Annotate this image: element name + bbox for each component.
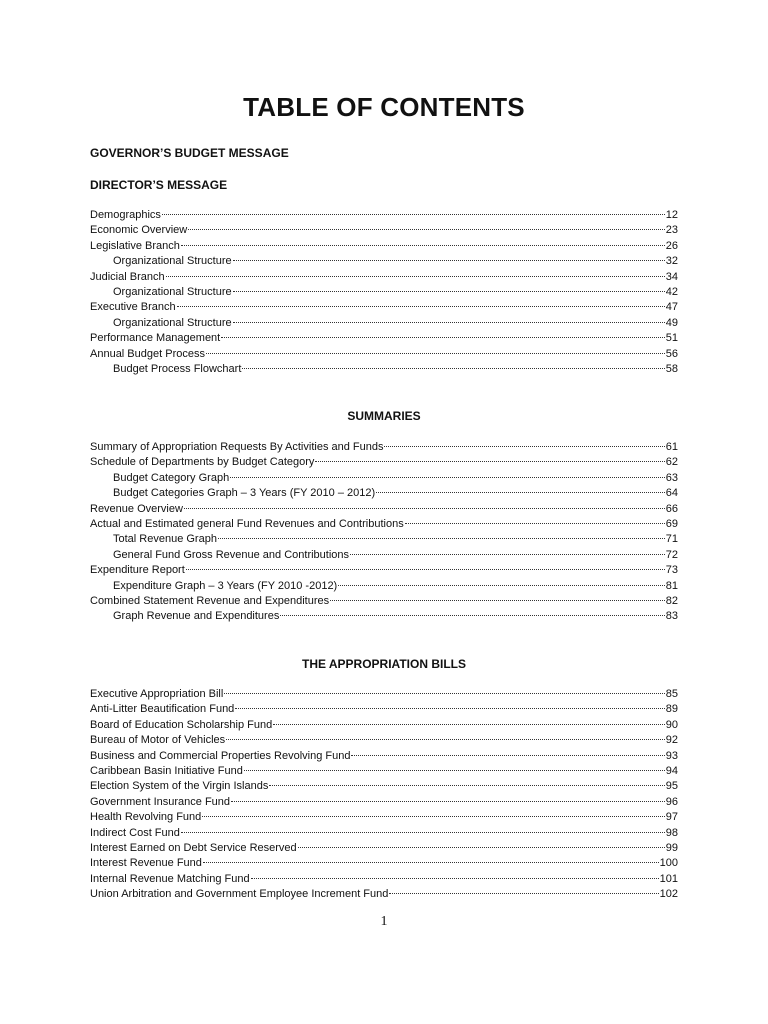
toc-entry[interactable] [90,841,678,856]
toc-entry-label: Indirect Cost Fund [90,826,180,839]
toc-entry-page: 73 [665,564,678,577]
toc-entry[interactable] [90,826,678,841]
toc-entry-label: Organizational Structure [113,316,232,329]
dot-leader [273,724,665,725]
toc-entry-page: 93 [665,749,678,762]
toc-entry[interactable] [90,733,678,748]
toc-entry-label: Actual and Estimated general Fund Revenues and Contributions [90,517,404,530]
summaries-toc-list [90,440,678,625]
toc-entry-label: Interest Revenue Fund [90,857,202,870]
dot-leader [405,523,665,524]
toc-entry[interactable] [90,270,678,285]
toc-entry-page: 97 [665,811,678,824]
dot-leader [242,368,664,369]
toc-entry-label: Summary of Appropriation Requests By Activities and Funds [90,441,384,453]
toc-entry-label: Internal Revenue Matching Fund [90,872,250,885]
toc-entry-label: Budget Category Graph [113,471,230,484]
toc-entry-page: 101 [659,872,678,885]
dot-leader [251,878,659,879]
toc-entry-page: 63 [665,471,678,484]
dot-leader [233,291,665,292]
toc-entry-page: 71 [665,533,678,546]
toc-entry-label: Government Insurance Fund [90,795,231,808]
dot-leader [338,585,665,586]
dot-leader [177,306,665,307]
toc-entry-label: Organizational Structure [113,285,232,298]
toc-entry-page: 64 [665,487,678,500]
toc-entry[interactable] [90,362,678,377]
toc-entry-label: Expenditure Graph – 3 Years (FY 2010 -2012) [113,579,338,592]
toc-entry[interactable] [90,285,678,300]
dot-leader [389,893,658,894]
toc-entry[interactable] [90,810,678,825]
toc-entry[interactable] [90,856,678,871]
toc-entry-label: Total Revenue Graph [113,533,217,546]
dot-leader [166,276,665,277]
toc-entry[interactable] [90,223,678,238]
toc-entry-page: 90 [665,718,678,731]
toc-entry-page: 98 [665,826,678,839]
toc-entry-page: 100 [659,857,678,870]
toc-entry[interactable] [90,795,678,810]
dot-leader [280,615,664,616]
toc-entry[interactable] [90,887,678,902]
toc-entry[interactable] [90,347,678,362]
toc-entry[interactable] [90,594,678,609]
toc-entry-page: 83 [665,610,678,623]
dot-leader [231,801,665,802]
appropriation-bills-toc-list [90,687,678,902]
dot-leader [244,770,665,771]
dot-leader [230,477,665,478]
toc-entry-label: Legislative Branch [90,239,180,252]
toc-entry-label: Annual Budget Process [90,347,205,360]
dot-leader [184,508,665,509]
dot-leader [233,260,665,261]
toc-entry-page: 92 [665,734,678,747]
toc-entry-page: 85 [665,688,678,700]
toc-entry-page: 82 [665,594,678,607]
toc-entry[interactable] [90,331,678,346]
toc-entry[interactable] [90,208,678,223]
toc-entry[interactable] [90,486,678,501]
toc-entry-label: Caribbean Basin Initiative Fund [90,764,243,777]
toc-entry[interactable] [90,764,678,779]
toc-entry-label: Combined Statement Revenue and Expenditures [90,594,330,607]
toc-entry-label: Performance Management [90,332,221,345]
toc-entry-label: General Fund Gross Revenue and Contributions [113,548,350,561]
toc-entry-label: Revenue Overview [90,502,183,515]
toc-entry-page: 26 [665,239,678,252]
toc-entry-label: Economic Overview [90,224,188,237]
toc-entry[interactable] [90,239,678,254]
dot-leader [181,245,665,246]
toc-entry-page: 47 [665,301,678,314]
dot-leader [226,739,665,740]
appropriation-bills-heading: THE APPROPRIATION BILLS [301,657,466,671]
toc-entry[interactable] [90,779,678,794]
dot-leader [188,229,665,230]
toc-entry-page: 96 [665,795,678,808]
governor-message-heading: GOVERNOR’S BUDGET MESSAGE [90,146,289,160]
toc-entry[interactable] [90,702,678,717]
toc-entry[interactable] [90,517,678,532]
director-toc-list [90,208,678,377]
toc-entry-page: 102 [659,888,678,901]
toc-entry[interactable] [90,872,678,887]
toc-entry[interactable] [90,548,678,563]
toc-entry-label: Schedule of Departments by Budget Category [90,456,315,469]
toc-entry-page: 89 [665,703,678,716]
toc-entry-label: Union Arbitration and Government Employee Increment Fund [90,888,389,901]
dot-leader [315,461,664,462]
toc-entry-label: Interest Earned on Debt Service Reserved [90,841,297,854]
toc-entry-label: Executive Appropriation Bill [90,688,224,700]
toc-entry-label: Expenditure Report [90,564,185,577]
dot-leader [224,693,664,694]
toc-entry[interactable] [90,579,678,594]
toc-entry[interactable] [90,687,678,702]
dot-leader [350,554,665,555]
toc-entry-label: Demographics [90,209,161,221]
dot-leader [186,569,665,570]
toc-entry[interactable] [90,502,678,517]
page-number: 1 [380,914,388,929]
dot-leader [376,492,665,493]
toc-entry[interactable] [90,563,678,578]
toc-entry-label: Executive Branch [90,301,176,314]
toc-entry-label: Judicial Branch [90,270,165,283]
toc-entry-page: 51 [665,332,678,345]
toc-entry-label: Budget Categories Graph – 3 Years (FY 2010 – 2012) [113,487,376,500]
toc-entry-label: Organizational Structure [113,255,232,268]
toc-entry-label: Anti-Litter Beautification Fund [90,703,235,716]
dot-leader [384,446,664,447]
toc-entry-label: Board of Education Scholarship Fund [90,718,273,731]
toc-entry-page: 34 [665,270,678,283]
toc-entry-page: 56 [665,347,678,360]
toc-entry-page: 94 [665,764,678,777]
dot-leader [203,862,659,863]
toc-entry[interactable] [90,718,678,733]
toc-entry[interactable] [90,254,678,269]
toc-entry-page: 61 [665,441,678,453]
toc-entry-page: 95 [665,780,678,793]
toc-entry[interactable] [90,609,678,624]
director-message-heading: DIRECTOR’S MESSAGE [90,178,228,192]
dot-leader [202,816,664,817]
toc-entry-label: Budget Process Flowchart [113,362,242,375]
dot-leader [233,322,665,323]
toc-entry-page: 23 [665,224,678,237]
toc-entry[interactable] [90,471,678,486]
toc-entry-label: Health Revolving Fund [90,811,202,824]
dot-leader [218,538,665,539]
toc-entry[interactable] [90,749,678,764]
dot-leader [162,214,665,215]
dot-leader [269,785,664,786]
toc-entry-label: Election System of the Virgin Islands [90,780,269,793]
dot-leader [298,847,665,848]
toc-entry-page: 72 [665,548,678,561]
toc-entry-page: 12 [665,209,678,221]
dot-leader [351,755,664,756]
toc-entry-label: Business and Commercial Properties Revolving Fund [90,749,351,762]
dot-leader [206,353,665,354]
toc-entry-page: 66 [665,502,678,515]
toc-entry-label: Bureau of Motor of Vehicles [90,734,226,747]
toc-entry[interactable] [90,300,678,315]
toc-entry[interactable] [90,455,678,470]
toc-entry-page: 99 [665,841,678,854]
toc-entry-page: 81 [665,579,678,592]
toc-entry[interactable] [90,316,678,331]
toc-entry-page: 49 [665,316,678,329]
toc-entry-page: 69 [665,517,678,530]
toc-entry-page: 42 [665,285,678,298]
dot-leader [221,337,665,338]
toc-entry-page: 62 [665,456,678,469]
toc-entry-page: 58 [665,362,678,375]
dot-leader [181,832,665,833]
dot-leader [330,600,665,601]
toc-entry-label: Graph Revenue and Expenditures [113,610,280,623]
summaries-heading: SUMMARIES [347,409,421,423]
toc-entry-page: 32 [665,255,678,268]
dot-leader [235,708,664,709]
toc-entry[interactable] [90,532,678,547]
page-title: TABLE OF CONTENTS [243,92,525,122]
toc-entry[interactable] [90,440,678,455]
